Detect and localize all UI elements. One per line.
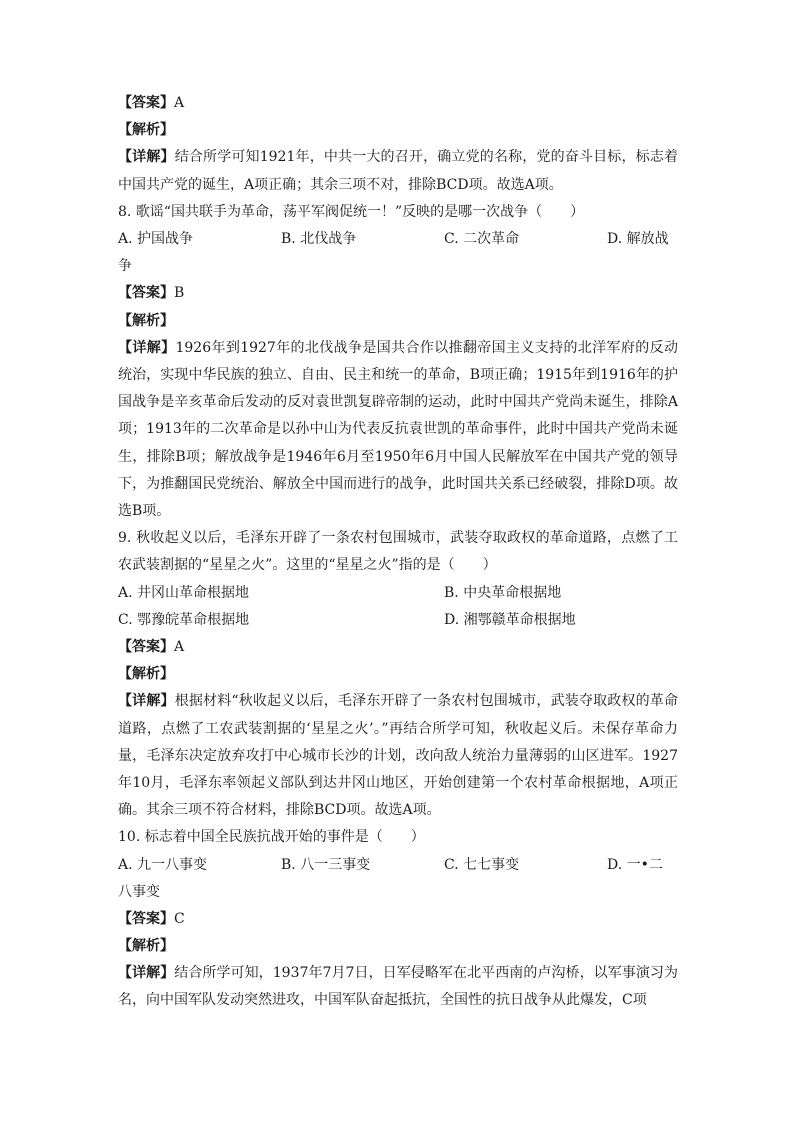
answer-label: 【答案】 [118, 910, 174, 927]
question-10-stem: 10. 标志着中国全民族抗战开始的事件是（ ） [118, 829, 425, 846]
detail-text: 根据材料“秋收起义以后，毛泽东开辟了一条农村包围城市，武装夺取政权的革命道路，点燃了工农武装割据的‘星星之火’。”再结合所学可知，秋收起义后。未保存革命力量，毛泽东决定放弃攻打中心城市长沙的计划，改向敌人统治力量薄弱的山区进军。1927年10月，毛泽东率领起义部队到达井冈山地区，开始创建第一个农村革命根据地，A项正确。其余三项不符合材料，排除BCD项。故选A项。 [118, 693, 679, 819]
detail-paragraph [118, 960, 678, 1014]
detail-label: 【详解】 [118, 965, 175, 982]
analysis-label: 【解析】 [118, 312, 174, 329]
option-a: A. 护国战争 [118, 230, 194, 247]
answer-value: B [174, 285, 185, 302]
answer-row [118, 906, 678, 933]
detail-text: 1926年到1927年的北伐战争是国共合作以推翻帝国主义支持的北洋军府的反动统治，实现中华民族的独立、自由、民主和统一的革命，B项正确；1915年到1916年的护国战争是辛亥革命后发动的反对袁世凯复辟帝制的运动，此时中国共产党尚未诞生，排除A项；1913年的二次革命是以孙中山为代表反抗袁世凯的革命事件，此时中国共产党尚未诞生，排除B项；解放战争是1946年6月至1950年6月中国人民解放军在中国共产党的领导下，为推翻国民党统治、解放全中国而进行的战争，此时国共关系已经破裂，排除D项。故选B项。 [118, 339, 679, 519]
option-d: D. 解放战 [607, 230, 669, 247]
detail-paragraph [118, 144, 678, 198]
detail-paragraph [118, 688, 678, 824]
detail-label: 【详解】 [118, 693, 175, 710]
detail-text: 结合所学可知1921年，中共一大的召开，确立党的名称，党的奋斗目标，标志着中国共产党的诞生，A项正确；其余三项不对，排除BCD项。故选A项。 [118, 149, 678, 193]
detail-paragraph [118, 335, 678, 525]
answer-value: A [174, 638, 185, 655]
detail-label: 【详解】 [118, 339, 176, 356]
question-10-options [118, 852, 678, 879]
option-d-continuation: 争 [118, 258, 132, 275]
question-9-options-row2 [118, 607, 678, 634]
question-9-options-row1 [118, 580, 678, 607]
question-8-stem: 8. 歌谣“国共联手为革命，荡平军阀促统一！”反映的是哪一次战争（ ） [118, 203, 585, 220]
option-d: D. 一•二 [607, 856, 663, 873]
question-8-options [118, 226, 678, 253]
analysis-label: 【解析】 [118, 938, 174, 955]
option-b: B. 八一三事变 [281, 856, 371, 873]
answer-row [118, 280, 678, 307]
exam-page [118, 90, 678, 1015]
option-c: C. 二次革命 [444, 230, 520, 247]
option-c: C. 七七事变 [444, 856, 520, 873]
answer-label: 【答案】 [118, 638, 174, 655]
answer-row [118, 634, 678, 661]
analysis-label: 【解析】 [118, 666, 174, 683]
answer-label: 【答案】 [118, 95, 174, 111]
option-b: B. 中央革命根据地 [444, 584, 562, 601]
detail-label: 【详解】 [118, 149, 175, 166]
option-a: A. 九一八事变 [118, 856, 208, 873]
analysis-label: 【解析】 [118, 122, 174, 139]
question-9-stem: 9. 秋收起义以后，毛泽东开辟了一条农村包围城市，武装夺取政权的革命道路，点燃了工农武装割据的“星星之火”。这里的“星星之火”指的是（ ） [118, 530, 678, 574]
answer-row [118, 90, 678, 117]
option-d: D. 湘鄂赣革命根据地 [444, 611, 576, 628]
option-b: B. 北伐战争 [281, 230, 357, 247]
detail-text: 结合所学可知，1937年7月7日，日军侵略军在北平西南的卢沟桥，以军事演习为名，向中国军队发动突然进攻，中国军队奋起抵抗，全国性的抗日战争从此爆发，C项 [118, 965, 679, 1009]
option-a: A. 井冈山革命根据地 [118, 584, 250, 601]
answer-value: A [174, 95, 185, 111]
answer-label: 【答案】 [118, 285, 174, 302]
answer-value: C [174, 910, 185, 927]
option-c: C. 鄂豫皖革命根据地 [118, 611, 250, 628]
option-d-continuation: 八事变 [118, 883, 160, 900]
